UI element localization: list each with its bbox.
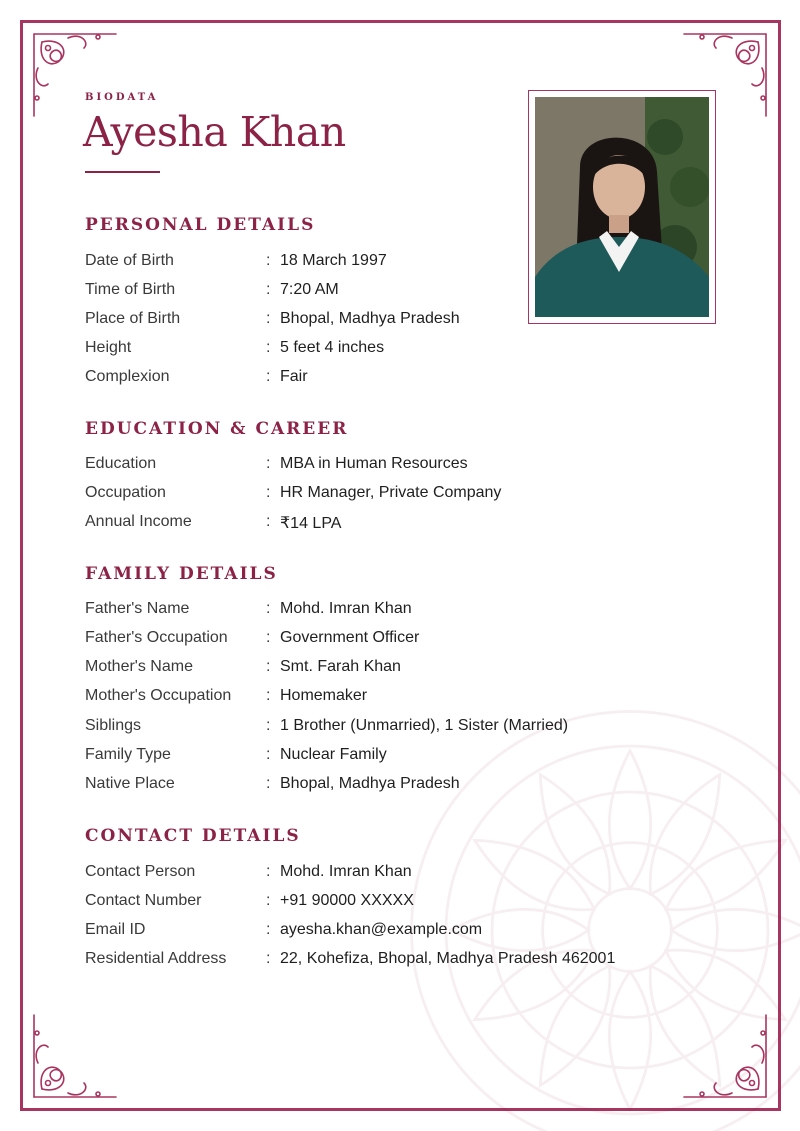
detail-value: Homemaker xyxy=(280,687,368,704)
profile-photo-frame xyxy=(528,90,716,324)
detail-label: Siblings xyxy=(85,717,142,734)
detail-value: ₹14 LPA xyxy=(280,515,342,532)
detail-label: Occupation xyxy=(85,484,166,501)
detail-label: Father's Name xyxy=(85,600,190,617)
separator: : xyxy=(266,746,271,763)
detail-label: Date of Birth xyxy=(85,252,174,269)
section-title-family: FAMILY DETAILS xyxy=(85,564,278,584)
separator: : xyxy=(266,892,271,909)
detail-label: Email ID xyxy=(85,921,146,938)
separator: : xyxy=(266,484,271,501)
detail-value: Fair xyxy=(280,368,308,385)
detail-label: Education xyxy=(85,455,157,472)
detail-value: Mohd. Imran Khan xyxy=(280,600,412,617)
detail-value: Bhopal, Madhya Pradesh xyxy=(280,310,460,327)
detail-label: Mother's Occupation xyxy=(85,687,232,704)
separator: : xyxy=(266,658,271,675)
separator: : xyxy=(266,310,271,327)
profile-photo xyxy=(535,97,709,317)
separator: : xyxy=(266,921,271,938)
detail-label: Mother's Name xyxy=(85,658,193,675)
detail-value: +91 90000 XXXXX xyxy=(280,892,414,909)
detail-label: Height xyxy=(85,339,132,356)
detail-label: Complexion xyxy=(85,368,170,385)
corner-ornament-icon xyxy=(680,1011,772,1103)
detail-value: Mohd. Imran Khan xyxy=(280,863,412,880)
separator: : xyxy=(266,950,271,967)
separator: : xyxy=(266,863,271,880)
separator: : xyxy=(266,252,271,269)
name-underline xyxy=(85,171,160,173)
candidate-name: Ayesha Khan xyxy=(83,108,346,156)
detail-value: Bhopal, Madhya Pradesh xyxy=(280,775,460,792)
detail-value: Smt. Farah Khan xyxy=(280,658,401,675)
separator: : xyxy=(266,775,271,792)
separator: : xyxy=(266,281,271,298)
separator: : xyxy=(266,513,271,530)
detail-value: ayesha.khan@example.com xyxy=(280,921,483,938)
detail-label: Residential Address xyxy=(85,950,227,967)
section-title-contact: CONTACT DETAILS xyxy=(85,826,301,846)
detail-value: 7:20 AM xyxy=(280,281,339,298)
separator: : xyxy=(266,717,271,734)
detail-label: Annual Income xyxy=(85,513,192,530)
section-title-education: EDUCATION & CAREER xyxy=(85,419,349,439)
detail-label: Time of Birth xyxy=(85,281,176,298)
document-type-label: BIODATA xyxy=(85,92,159,103)
separator: : xyxy=(266,455,271,472)
corner-ornament-icon xyxy=(28,1011,120,1103)
detail-value: 22, Kohefiza, Bhopal, Madhya Pradesh 462001 xyxy=(280,950,616,967)
separator: : xyxy=(266,339,271,356)
section-title-personal: PERSONAL DETAILS xyxy=(85,215,316,235)
detail-value: 18 March 1997 xyxy=(280,252,387,269)
separator: : xyxy=(266,687,271,704)
detail-value: Nuclear Family xyxy=(280,746,387,763)
detail-label: Native Place xyxy=(85,775,175,792)
detail-value: 5 feet 4 inches xyxy=(280,339,385,356)
separator: : xyxy=(266,368,271,385)
detail-label: Contact Number xyxy=(85,892,202,909)
detail-label: Family Type xyxy=(85,746,171,763)
detail-label: Contact Person xyxy=(85,863,196,880)
corner-ornament-icon xyxy=(28,28,120,120)
portrait-illustration-icon xyxy=(535,97,709,317)
separator: : xyxy=(266,629,271,646)
detail-value: MBA in Human Resources xyxy=(280,455,468,472)
detail-value: Government Officer xyxy=(280,629,420,646)
detail-label: Father's Occupation xyxy=(85,629,228,646)
detail-value: HR Manager, Private Company xyxy=(280,484,502,501)
detail-value: 1 Brother (Unmarried), 1 Sister (Married) xyxy=(280,717,569,734)
detail-label: Place of Birth xyxy=(85,310,181,327)
separator: : xyxy=(266,600,271,617)
